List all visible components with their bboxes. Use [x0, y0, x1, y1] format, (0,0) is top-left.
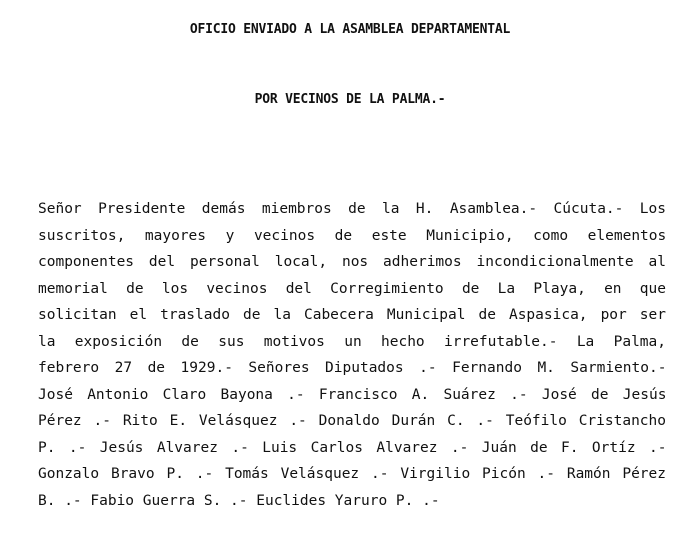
body-line: P. .- Jesús Alvarez .- Luis Carlos Alvarez .- Juán de F. Ortíz .- — [38, 439, 667, 456]
body-line: componentes del personal local, nos adherimos incondicionalmente al — [38, 254, 666, 270]
body-line: Señor Presidente demás miembros de la H. Asamblea.- Cúcuta.- Los — [38, 201, 666, 217]
body-line: B. .- Fabio Guerra S. .- Euclides Yaruro P. .- — [38, 492, 440, 509]
document-body — [38, 196, 666, 514]
body-line: febrero 27 de 1929.- Señores Diputados .- Fernando M. Sarmiento.- — [38, 360, 667, 376]
body-line: memorial de los vecinos del Corregimiento de La Playa, en que — [38, 280, 666, 297]
document-title-line-1: OFICIO ENVIADO A LA ASAMBLEA DEPARTAMENTAL — [189, 22, 511, 37]
body-line: suscritos, mayores y vecinos de este Municipio, como elementos — [38, 227, 667, 244]
body-line: Gonzalo Bravo P. .- Tomás Velásquez .- Virgilio Picón .- Ramón Pérez — [38, 466, 666, 482]
body-line: solicitan el traslado de la Cabecera Municipal de Aspasica, por ser — [38, 307, 666, 323]
document-title-line-2: POR VECINOS DE LA PALMA.- — [254, 92, 446, 107]
body-line: Pérez .- Rito E. Velásquez .- Donaldo Durán C. .- Teófilo Cristancho — [38, 413, 666, 429]
body-line: la exposición de sus motivos un hecho irrefutable.- La Palma, — [38, 333, 666, 350]
body-line: José Antonio Claro Bayona .- Francisco A. Suárez .- José de Jesús — [38, 386, 667, 403]
